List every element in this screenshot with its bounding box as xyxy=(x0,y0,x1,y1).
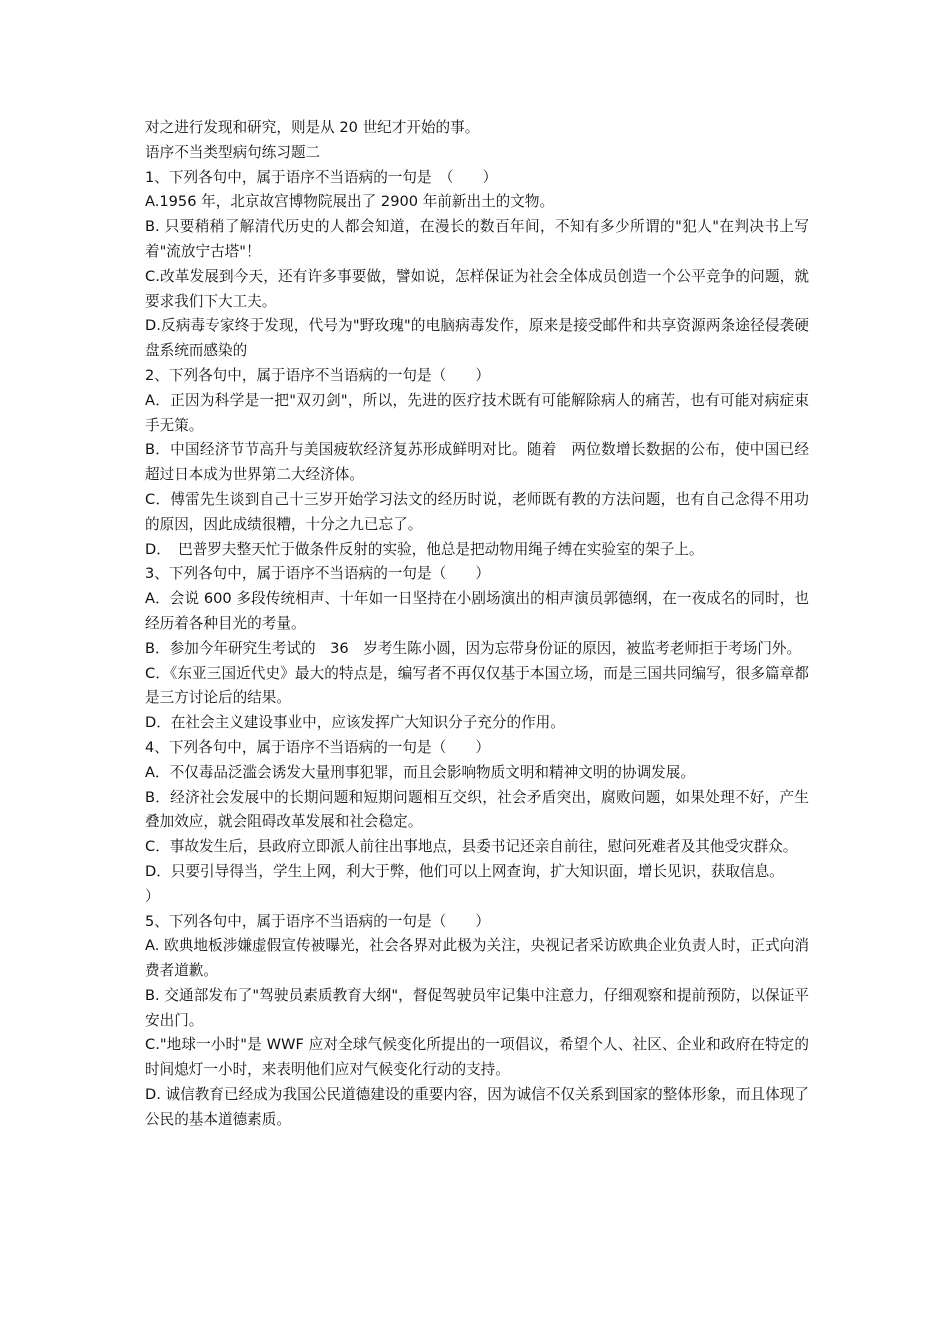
question-5-option-b: B. 交通部发布了"驾驶员素质教育大纲"，督促驾驶员牢记集中注意力，仔细观察和提前预防，以保证平安出门。 xyxy=(145,986,809,1029)
question-4-option-b: B．经济社会发展中的长期问题和短期问题相互交织，社会矛盾突出，腐败问题，如果处理不好，产生叠加效应，就会阻碍改革发展和社会稳定。 xyxy=(145,788,809,831)
question-5-stem: 5、下列各句中，属于语序不当语病的一句是（ ） xyxy=(145,912,490,930)
question-2-stem: 2、下列各句中，属于语序不当语病的一句是（ ） xyxy=(145,366,490,384)
question-4-option-a: A．不仅毒品泛滥会诱发大量刑事犯罪，而且会影响物质文明和精神文明的协调发展。 xyxy=(145,763,695,781)
question-2-option-c: C．傅雷先生谈到自己十三岁开始学习法文的经历时说，老师既有教的方法问题，也有自己念得不用功的原因，因此成绩很糟，十分之九已忘了。 xyxy=(145,490,809,533)
question-1-option-d: D.反病毒专家终于发现，代号为"野玫瑰"的电脑病毒发作，原来是接受邮件和共享资源两条途径侵袭硬盘系统而感染的 xyxy=(145,317,809,360)
question-5-option-d: D. 诚信教育已经成为我国公民道德建设的重要内容，因为诚信不仅关系到国家的整体形象，而且体现了公民的基本道德素质。 xyxy=(145,1086,809,1128)
question-1-stem: 1、下列各句中，属于语序不当语病的一句是 （ ） xyxy=(145,168,498,186)
stray-parenthesis: ） xyxy=(145,887,160,905)
question-3-stem: 3、下列各句中，属于语序不当语病的一句是（ ） xyxy=(145,565,490,583)
document-body xyxy=(145,116,809,1133)
question-1-option-a: A.1956 年，北京故宫博物院展出了 2900 年前新出土的文物。 xyxy=(145,193,555,211)
question-3-option-b: B．参加今年研究生考试的 36 岁考生陈小圆，因为忘带身份证的原因，被监考老师拒于考场门外。 xyxy=(145,639,802,657)
question-3-option-c: C．《东亚三国近代史》最大的特点是，编写者不再仅仅基于本国立场，而是三国共同编写，很多篇章都是三方讨论后的结果。 xyxy=(145,664,809,707)
question-3-option-d: D．在社会主义建设事业中，应该发挥广大知识分子充分的作用。 xyxy=(145,714,565,732)
question-5-option-a: A. 欧典地板涉嫌虚假宣传被曝光，社会各界对此极为关注，央视记者采访欧典企业负责人时，正式向消费者道歉。 xyxy=(145,937,809,980)
question-2-option-d: D． 巴普罗夫整天忙于做条件反射的实验，他总是把动物用绳子缚在实验室的架子上。 xyxy=(145,540,704,558)
question-4-option-d: D．只要引导得当，学生上网，利大于弊，他们可以上网查询，扩大知识面，增长见识，获取信息。 xyxy=(145,862,784,880)
section-title: 语序不当类型病句练习题二 xyxy=(145,143,321,161)
question-4-option-c: C．事故发生后，县政府立即派人前往出事地点，县委书记还亲自前往，慰问死难者及其他受灾群众。 xyxy=(145,838,798,856)
question-5-option-c: C."地球一小时"是 WWF 应对全球气候变化所提出的一项倡议，希望个人、社区、企业和政府在特定的时间熄灯一小时，来表明他们应对气候变化行动的支持。 xyxy=(145,1036,809,1079)
question-2-option-b: B．中国经济节节高升与美国疲软经济复苏形成鲜明对比。随着 两位数增长数据的公布，使中国已经超过日本成为世界第二大经济体。 xyxy=(145,441,809,484)
question-4-stem: 4、下列各句中，属于语序不当语病的一句是（ ） xyxy=(145,738,490,756)
intro-line: 对之进行发现和研究，则是从 20 世纪才开始的事。 xyxy=(145,119,480,136)
question-1-option-b: B. 只要稍稍了解清代历史的人都会知道，在漫长的数百年间，不知有多少所谓的"犯人"在判决书上写着"流放宁古塔"！ xyxy=(145,218,809,260)
question-3-option-a: A．会说 600 多段传统相声、十年如一日坚持在小剧场演出的相声演员郭德纲，在一夜成名的同时，也经历着各种目光的考量。 xyxy=(145,590,809,632)
question-1-option-c: C.改革发展到今天，还有许多事要做，譬如说，怎样保证为社会全体成员创造一个公平竞争的问题，就要求我们下大工夫。 xyxy=(145,267,809,310)
question-2-option-a: A．正因为科学是一把"双刃剑"，所以，先进的医疗技术既有可能解除病人的痛苦，也有可能对病症束手无策。 xyxy=(145,391,809,434)
